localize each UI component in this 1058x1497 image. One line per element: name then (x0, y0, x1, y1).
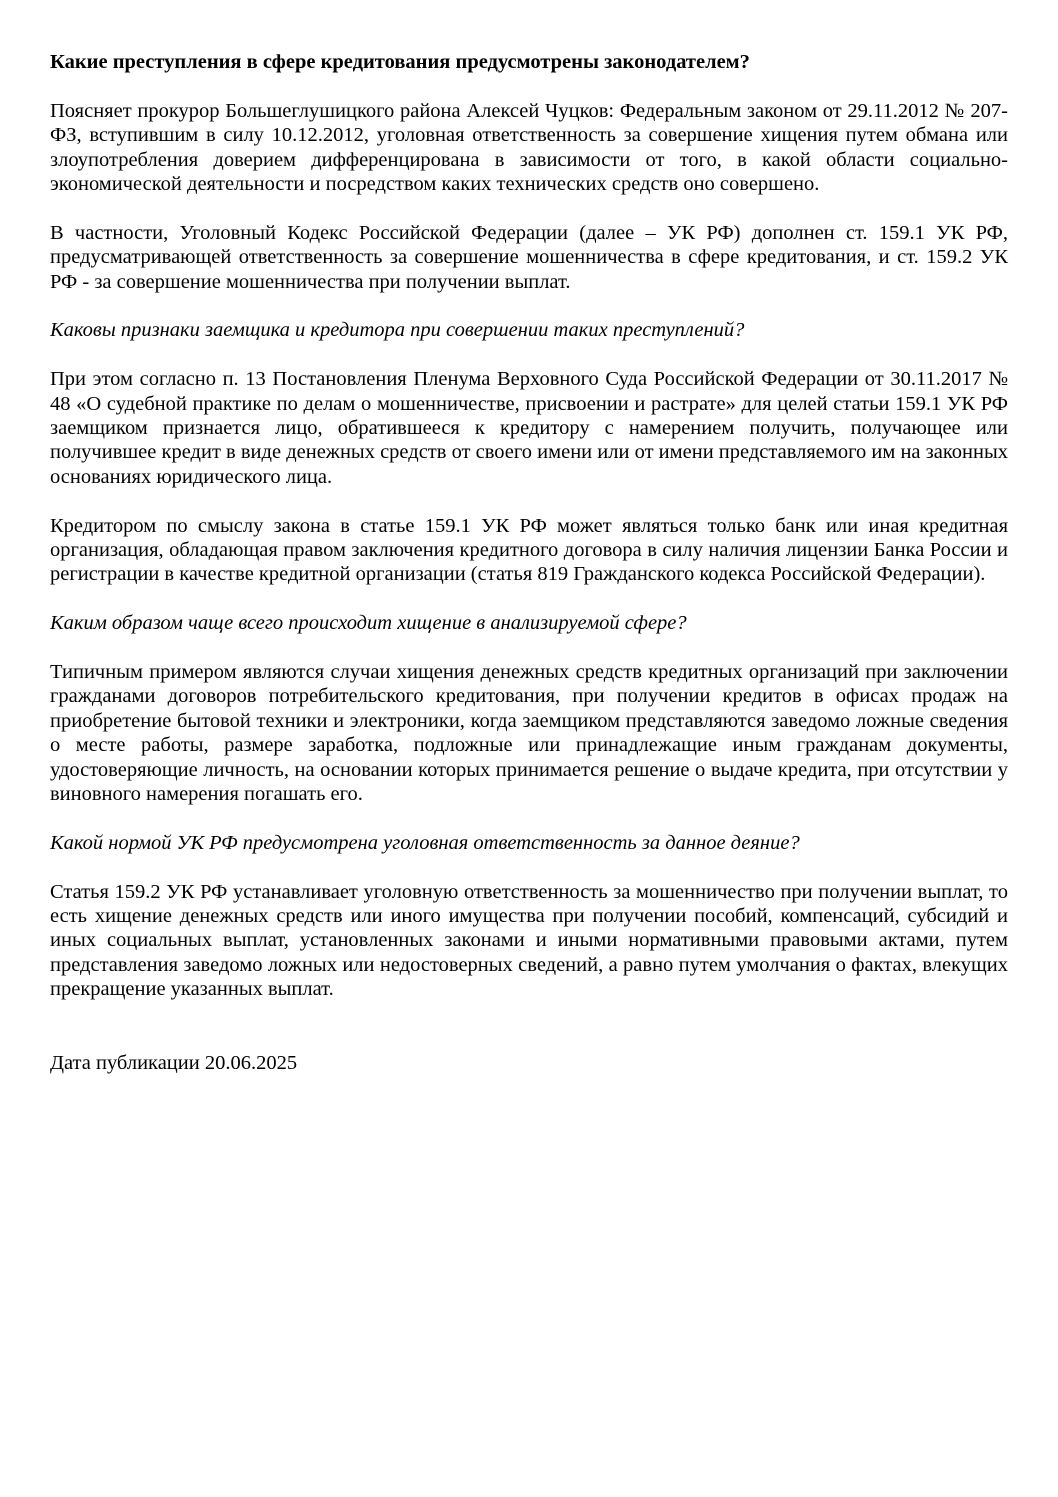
publication-date: Дата публикации 20.06.2025 (50, 1051, 298, 1074)
paragraph: Типичным примером являются случаи хищения денежных средств кредитных организаций при заключении гражданами договоров потребительского кредитования, при получении кредитов в офисах продаж на приобретение бытовой техники и электроники, когда заемщиком представляются заведомо ложные сведения о месте работы, размере заработка, подложные или принадлежащие иным гражданам документы, удостоверяющие личность, на основании которых принимается решение о выдаче кредита, при отсутствии у виновного намерения погашать его. (50, 661, 1008, 806)
paragraph: При этом согласно п. 13 Постановления Пленума Верховного Суда Российской Федерации от 30.11.2017 № 48 «О судебной практике по делам о мошенничестве, присвоении и растрате» для целей статьи 159.1 УК РФ заемщиком признается лицо, обратившееся к кредитору с намерением получить, получающее или получившее кредит в виде денежных средств от своего имени или от имени представляемого им на законных основаниях юридического лица. (50, 368, 1008, 488)
document-title: Какие преступления в сфере кредитования предусмотрены законодателем? (50, 51, 750, 73)
section-question: Каковы признаки заемщика и кредитора при совершении таких преступлений? (50, 319, 745, 342)
paragraph: Статья 159.2 УК РФ устанавливает уголовную ответственность за мошенничество при получении выплат, то есть хищение денежных средств или иного имущества при получении пособий, компенсаций, субсидий и иных социальных выплат, установленных законами и иными нормативными правовыми актами, путем представления заведомо ложных или недостоверных сведений, а равно путем умолчания о фактах, влекущих прекращение указанных выплат. (50, 880, 1008, 1001)
section-question: Какой нормой УК РФ предусмотрена уголовная ответственность за данное деяние? (50, 831, 800, 854)
paragraph: В частности, Уголовный Кодекс Российской Федерации (далее – УК РФ) дополнен ст. 159.1 УК РФ, предусматривающей ответственность за совершение мошенничества в сфере кредитования, и ст. 159.2 УК РФ - за совершение мошенничества при получении выплат. (50, 221, 1008, 293)
paragraph: Поясняет прокурор Большеглушицкого района Алексей Чуцков: Федеральным законом от 29.11.2012 № 207-ФЗ, вступившим в силу 10.12.2012, уголовная ответственность за совершение хищения путем обмана или злоупотребления доверием дифференцирована в зависимости от того, в какой области социально-экономической деятельности и посредством каких технических средств оно совершено. (50, 99, 1008, 196)
paragraph: Кредитором по смыслу закона в статье 159.1 УК РФ может являться только банк или иная кредитная организация, обладающая правом заключения кредитного договора в силу наличия лицензии Банка России и регистрации в качестве кредитной организации (статья 819 Гражданского кодекса Российской Федерации). (50, 514, 1008, 586)
document-page (50, 50, 1008, 1099)
section-question: Каким образом чаще всего происходит хищение в анализируемой сфере? (50, 612, 687, 635)
